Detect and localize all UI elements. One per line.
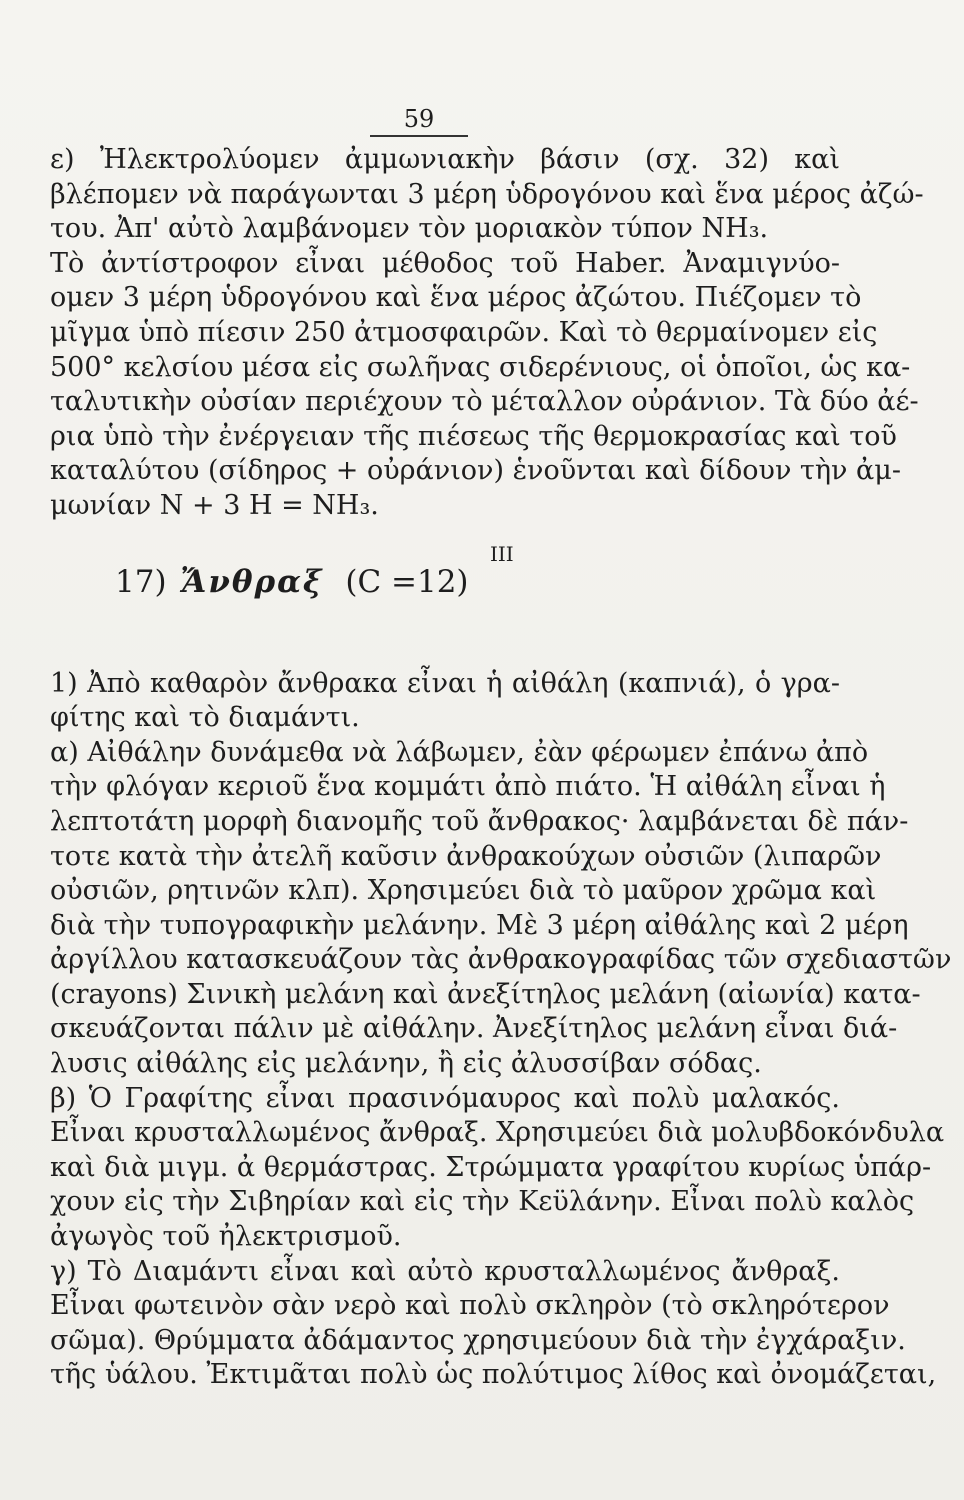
text-line: ομεν 3 μέρη ὑδρογόνου καὶ ἕνα μέρος ἀζώτου. Πιέζομεν τὸ xyxy=(50,282,862,314)
text-line: φίτης καὶ τὸ διαμάντι. xyxy=(50,702,360,734)
text-line: λυσις αἰθάλης εἰς μελάνην, ἢ εἰς ἀλυσσίβαν σόδας. xyxy=(50,1048,762,1080)
text-line: οὐσιῶν, ρητινῶν κλπ). Χρησιμεύει διὰ τὸ μαῦρον χρῶμα καὶ xyxy=(50,875,877,907)
text-line: ταλυτικὴν οὐσίαν περιέχουν τὸ μέταλλον οὐράνιον. Τὰ δύο ἀέ- xyxy=(50,386,919,418)
text-line: λεπτοτάτη μορφὴ διανομῆς τοῦ ἄνθρακος· λαμβάνεται δὲ πάν- xyxy=(50,805,909,837)
valence-superscript: III xyxy=(490,541,514,566)
text-line: β) Ὁ Γραφίτης εἶναι πρασινόμαυρος καὶ πολὺ μαλακός. xyxy=(50,1082,840,1114)
section-formula: (C =12) xyxy=(345,563,469,600)
text-line: ε) Ἠλεκτρολύομεν ἀμμωνιακὴν βάσιν (σχ. 32) καὶ xyxy=(50,144,840,175)
text-line: ἀργίλλου κατασκευάζουν τὰς ἀνθρακογραφίδας τῶν σχεδιαστῶν xyxy=(50,944,952,976)
text-line: ἀγωγὸς τοῦ ἠλεκτρισμοῦ. xyxy=(50,1221,402,1253)
text-line: 1) Ἀπὸ καθαρὸν ἄνθρακα εἶναι ἡ αἰθάλη (καπνιά), ὁ γρα- xyxy=(50,667,840,699)
paragraph-ammonia xyxy=(50,143,924,524)
text-line: του. Ἀπ' αὐτὸ λαμβάνομεν τὸν μοριακὸν τύπον ΝΗ₃. xyxy=(50,213,769,245)
text-line: τοτε κατὰ τὴν ἀτελῆ καῦσιν ἀνθρακούχων οὐσιῶν (λιπαρῶν xyxy=(50,840,882,872)
text-line: διὰ τὴν τυπογραφικὴν μελάνην. Μὲ 3 μέρη αἰθάλης καὶ 2 μέρη xyxy=(50,909,909,941)
text-line: σκευάζονται πάλιν μὲ αἰθάλην. Ἀνεξίτηλος μελάνη εἶναι διά- xyxy=(50,1013,898,1045)
text-line: τὴν φλόγαν κεριοῦ ἕνα κομμάτι ἀπὸ πιάτο. Ἡ αἰθάλη εἶναι ἡ xyxy=(50,771,886,803)
page-number: 59 xyxy=(370,105,468,137)
paragraph-carbon xyxy=(50,667,952,1393)
text-line: γ) Τὸ Διαμάντι εἶναι καὶ αὐτὸ κρυσταλλωμένος ἄνθραξ. xyxy=(50,1255,840,1287)
page-body xyxy=(50,143,952,1393)
text-line: μωνίαν Ν + 3 Η = ΝΗ₃. xyxy=(50,489,379,521)
section-title xyxy=(115,564,469,600)
text-line: μῖγμα ὑπὸ πίεσιν 250 ἀτμοσφαιρῶν. Καὶ τὸ θερμαίνομεν εἰς xyxy=(50,316,878,348)
text-line: χουν εἰς τὴν Σιβηρίαν καὶ εἰς τὴν Κεϋλάνην. Εἶναι πολὺ καλὸς xyxy=(50,1186,915,1218)
section-word: Ἄνθραξ xyxy=(180,563,324,600)
text-line: Εἶναι φωτεινὸν σὰν νερὸ καὶ πολὺ σκληρὸν (τὸ σκληρότερον xyxy=(50,1290,890,1322)
text-line: καταλύτου (σίδηρος + οὐράνιον) ἑνοῦνται καὶ δίδουν τὴν ἀμ- xyxy=(50,455,901,487)
text-line: τῆς ὑάλου. Ἐκτιμᾶται πολὺ ὡς πολύτιμος λίθος καὶ ὀνομάζεται, xyxy=(50,1359,937,1391)
text-line: α) Αἰθάλην δυνάμεθα νὰ λάβωμεν, ἐὰν φέρωμεν ἐπάνω ἀπὸ xyxy=(50,736,869,768)
text-line: βλέπομεν νὰ παράγωνται 3 μέρη ὑδρογόνου καὶ ἕνα μέρος ἀζώ- xyxy=(50,178,924,210)
text-line: 500° κελσίου μέσα εἰς σωλῆνας σιδερένιους, οἱ ὁποῖοι, ὡς κα- xyxy=(50,351,911,383)
text-line: σῶμα). Θρύμματα ἀδάμαντος χρησιμεύουν διὰ τὴν ἐγχάραξιν. xyxy=(50,1324,906,1356)
section-heading xyxy=(50,524,840,639)
text-line: ρια ὑπὸ τὴν ἐνέργειαν τῆς πιέσεως τῆς θερμοκρασίας καὶ τοῦ xyxy=(50,420,897,452)
text-line: καὶ διὰ μιγμ. ἀ θερμάστρας. Στρώμματα γραφίτου κυρίως ὑπάρ- xyxy=(50,1151,932,1183)
text-line: Εἶναι κρυσταλλωμένος ἄνθραξ. Χρησιμεύει διὰ μολυβδοκόνδυλα xyxy=(50,1117,945,1149)
text-line: (crayons) Σινικὴ μελάνη καὶ ἀνεξίτηλος μελάνη (αἰωνία) κατα- xyxy=(50,978,921,1010)
text-line: Τὸ ἀντίστροφον εἶναι μέθοδος τοῦ Haber. Ἀναμιγνύο- xyxy=(50,247,840,279)
section-number: 17) xyxy=(115,563,167,600)
